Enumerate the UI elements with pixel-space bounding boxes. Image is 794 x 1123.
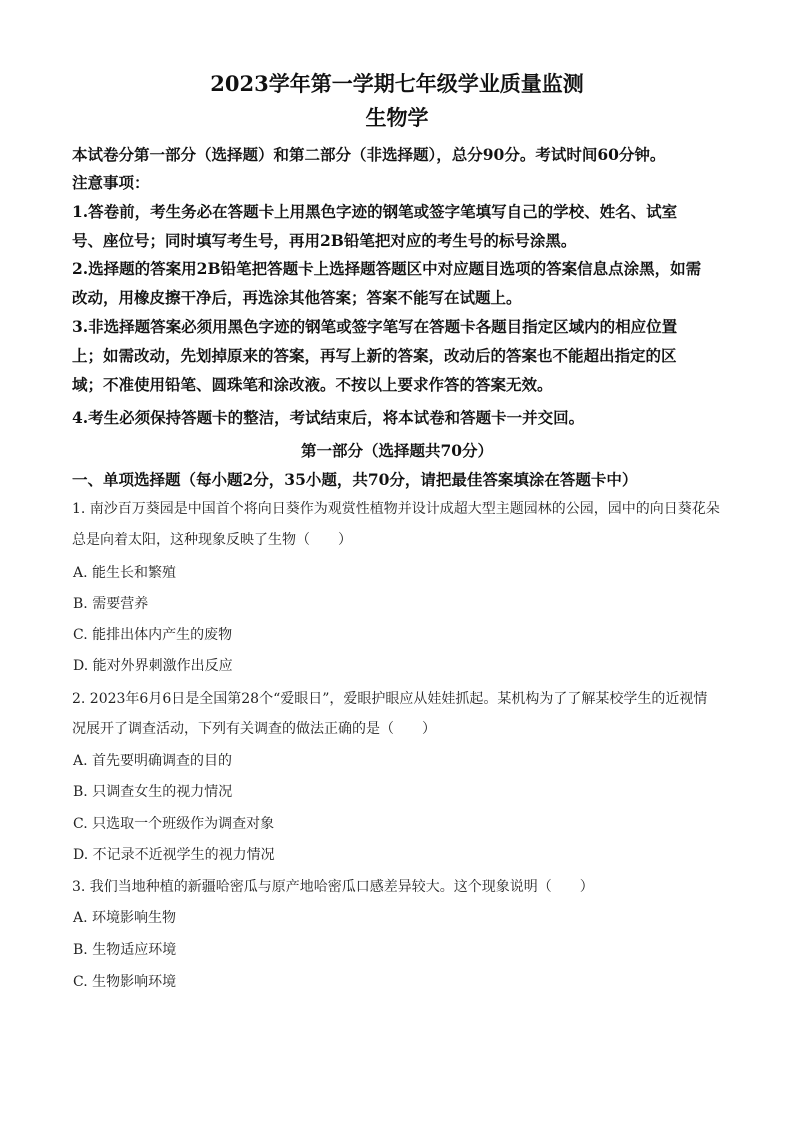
question-2-option-c: C. 只选取一个班级作为调查对象 [73,816,275,832]
exam-title: 2023学年第一学期七年级学业质量监测 [210,71,584,96]
note-line: 号、座位号；同时填写考生号，再用2B铅笔把对应的考生号的标号涂黑。 [72,231,577,250]
part1-heading: 第一部分（选择题共70分） [300,441,494,460]
note-line: 域；不准使用铅笔、圆珠笔和涂改液。不按以上要求作答的答案无效。 [72,375,553,394]
question-2-option-a: A. 首先要明确调查的目的 [73,753,233,769]
note-line: 1.答卷前，考生务必在答题卡上用黑色字迹的钢笔或签字笔填写自己的学校、姓名、试室 [72,202,678,221]
note-line: 4.考生必须保持答题卡的整洁，考试结束后，将本试卷和答题卡一并交回。 [72,408,585,427]
notes-heading: 注意事项： [72,173,150,192]
question-1-option-d: D. 能对外界刺激作出反应 [73,658,233,674]
note-line: 改动，用橡皮擦干净后，再选涂其他答案；答案不能写在试题上。 [72,288,522,307]
note-line: 上；如需改动，先划掉原来的答案，再写上新的答案，改动后的答案也不能超出指定的区 [72,346,677,365]
subject-title: 生物学 [365,105,429,130]
question-2-option-d: D. 不记录不近视学生的视力情况 [73,847,275,863]
question-2-option-b: B. 只调查女生的视力情况 [73,784,233,800]
question-2-line: 况展开了调查活动，下列有关调查的做法正确的是（ ） [72,721,436,737]
question-1-line: 1. 南沙百万葵园是中国首个将向日葵作为观赏性植物并设计成超大型主题园林的公园，园中的向日葵花朵 [72,501,720,517]
question-2-line: 2. 2023年6月6日是全国第28个“爱眼日”，爱眼护眼应从娃娃抓起。某机构为了了解某校学生的近视情 [72,691,708,707]
question-3-option-b: B. 生物适应环境 [73,942,177,958]
question-1-option-b: B. 需要营养 [73,596,149,612]
note-line: 2.选择题的答案用2B铅笔把答题卡上选择题答题区中对应题目选项的答案信息点涂黑，如需 [72,259,702,278]
question-3-option-c: C. 生物影响环境 [73,974,177,990]
question-1-line: 总是向着太阳，这种现象反映了生物（ ） [72,532,352,548]
question-1-option-a: A. 能生长和繁殖 [73,565,177,581]
section-heading: 一、单项选择题（每小题2分，35小题，共70分，请把最佳答案填涂在答题卡中） [72,470,638,489]
question-3-option-a: A. 环境影响生物 [73,910,177,926]
question-1-option-c: C. 能排出体内产生的废物 [73,627,233,643]
exam-intro: 本试卷分第一部分（选择题）和第二部分（非选择题），总分90分。考试时间60分钟。 [72,145,666,164]
note-line: 3.非选择题答案必须用黑色字迹的钢笔或签字笔写在答题卡各题目指定区域内的相应位置 [72,317,678,336]
question-3-line: 3. 我们当地种植的新疆哈密瓜与原产地哈密瓜口感差异较大。这个现象说明（ ） [72,879,594,895]
